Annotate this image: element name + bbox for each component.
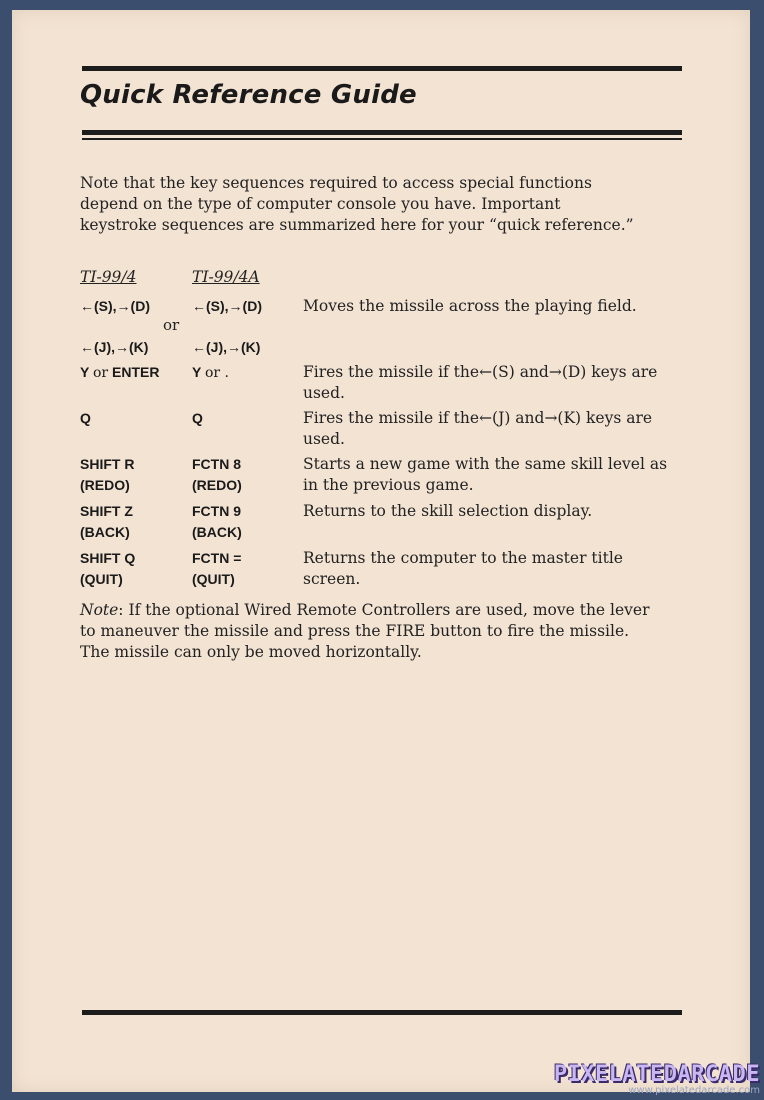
key-enter: ENTER: [112, 364, 160, 380]
key-ti994-fire-sd: [80, 362, 159, 384]
note-paragraph: [80, 600, 650, 663]
desc-fire-jk: Fires the missile if the←(J) and→(K) keys are used.: [303, 409, 653, 448]
key-ti994a-redo: [192, 454, 242, 496]
key-ti994a-quit: [192, 548, 241, 590]
key-ti994-move-sd: ←(S),→(D): [80, 298, 150, 314]
key-shift-z: SHIFT Z: [80, 503, 133, 519]
key-redo-label-4a: (REDO): [192, 477, 242, 493]
key-fctn-8: FCTN 8: [192, 456, 241, 472]
key-quit-label: (QUIT): [80, 571, 123, 587]
key-or-word: or: [92, 365, 109, 381]
key-fctn-equals: FCTN =: [192, 550, 242, 566]
note-label: Note: [80, 601, 119, 619]
key-ti994a-back: [192, 501, 242, 543]
key-shift-q: SHIFT Q: [80, 550, 136, 566]
title-underline-thin: [82, 138, 682, 140]
watermark-url: www.pixelatedarcade.com: [628, 1085, 760, 1096]
key-ti994-fire-jk: Q: [80, 410, 91, 426]
desc-fire-sd: Fires the missile if the←(S) and→(D) keys are used.: [303, 363, 658, 402]
key-ti994a-fire-sd: [192, 362, 229, 384]
watermark-brand: PIXELATEDARCADE: [553, 1062, 760, 1087]
column-header-ti994a: TI-99/4A: [192, 268, 260, 286]
key-redo-label: (REDO): [80, 477, 130, 493]
key-back-label-4a: (BACK): [192, 524, 242, 540]
desc-move-missile: Moves the missile across the playing field.: [303, 297, 637, 315]
key-quit-label-4a: (QUIT): [192, 571, 235, 587]
key-ti994a-move-jk: ←(J),→(K): [192, 339, 261, 355]
key-or-period: or .: [204, 365, 230, 381]
desc-quit: Returns the computer to the master title screen.: [303, 549, 623, 588]
top-rule: [82, 66, 682, 71]
key-shift-r: SHIFT R: [80, 456, 135, 472]
key-ti994a-fire-jk: Q: [192, 410, 203, 426]
key-fctn-9: FCTN 9: [192, 503, 241, 519]
key-y: Y: [80, 364, 90, 380]
key-ti994-redo: [80, 454, 134, 496]
key-ti994a-move-sd: ←(S),→(D): [192, 298, 262, 314]
page-title: Quick Reference Guide: [80, 80, 417, 110]
key-ti994-quit: [80, 548, 135, 590]
or-separator: or: [163, 316, 180, 334]
intro-paragraph: Note that the key sequences required to access special functions depend on the type of computer console you have. Important keystroke sequences are summarized here for your “quick reference.”: [80, 174, 634, 234]
title-underline-thick: [82, 130, 682, 135]
desc-back: Returns to the skill selection display.: [303, 502, 593, 520]
key-y-4a: Y: [192, 364, 202, 380]
key-ti994-move-jk: ←(J),→(K): [80, 339, 149, 355]
key-back-label: (BACK): [80, 524, 130, 540]
note-text: : If the optional Wired Remote Controllers are used, move the lever to maneuver the missile and press the FIRE button to fire the missile. The missile can only be moved horizontally.: [80, 601, 650, 661]
column-header-ti994: TI-99/4: [80, 268, 137, 286]
watermark: [554, 1062, 760, 1096]
manual-page: [12, 10, 750, 1092]
bottom-rule: [82, 1010, 682, 1015]
key-ti994-back: [80, 501, 133, 543]
desc-redo: Starts a new game with the same skill level as in the previous game.: [303, 455, 668, 494]
